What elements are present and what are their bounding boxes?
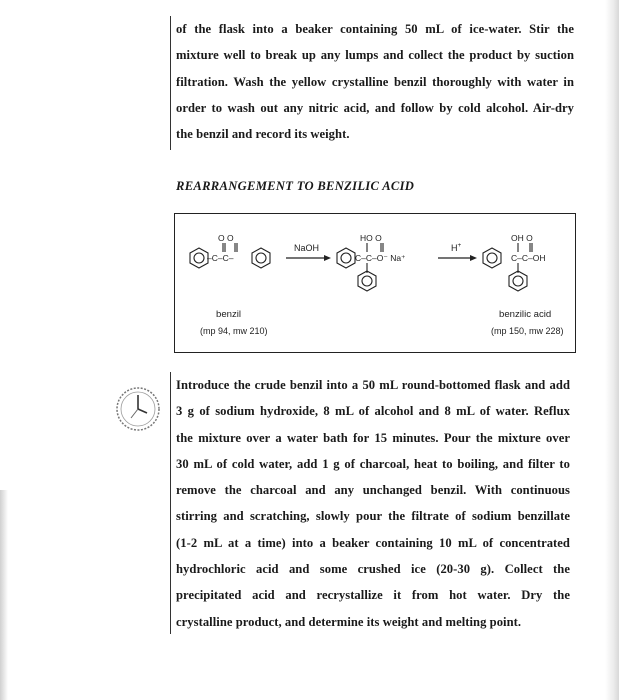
reactant-name: benzil: [216, 309, 242, 320]
reagent-acid: H+: [451, 242, 462, 253]
text-line: of the flask into a beaker containing 50 mL of ice-water. Stir the: [176, 22, 574, 36]
reactant-oxygens: O O: [218, 233, 234, 243]
intermediate-chain: C–C–O⁻ Na⁺: [355, 253, 406, 263]
product-properties: (mp 150, mw 228): [491, 326, 564, 336]
product-chain: C–C–OH: [511, 253, 546, 263]
benzene-ring-left: [190, 248, 208, 268]
text-line: order to wash out any nitric acid, and follow by cold alcohol. Air-dry: [176, 100, 574, 115]
arrowhead: [470, 255, 477, 261]
text-line: stirring and scratching, slowly pour the filtrate of sodium benzillate: [176, 509, 570, 524]
clock-icon: [113, 382, 163, 436]
benzene-ring-bottom: [509, 271, 527, 291]
paragraph-procedure: [176, 372, 570, 635]
text-line: the mixture over a water bath for 15 minutes. Pour the mixture over: [176, 430, 570, 445]
text-line: 30 mL of cold water, add 1 g of charcoal, heat to boiling, and filter to: [176, 456, 570, 471]
paragraph-benzil-workup: [176, 16, 574, 147]
product-structure: [483, 243, 532, 291]
text-line: crystalline product, and determine its weight and melting point.: [176, 614, 522, 629]
aromatic-circle: [362, 276, 372, 286]
intermediate-structure: [337, 243, 383, 291]
aromatic-circle: [513, 276, 523, 286]
reagent-naoh: NaOH: [294, 243, 320, 253]
intermediate-top: HO O: [360, 233, 382, 243]
aromatic-circle: [487, 253, 497, 263]
margin-line-top: [170, 16, 171, 150]
arrowhead: [324, 255, 331, 261]
margin-line-bottom: [170, 372, 171, 634]
text-line: Introduce the crude benzil into a 50 mL round-bottomed flask and add: [176, 378, 570, 392]
text-line: the benzil and record its weight.: [176, 127, 350, 142]
benzene-ring-left: [337, 248, 355, 268]
section-heading: REARRANGEMENT TO BENZILIC ACID: [176, 179, 415, 193]
text-line: (1-2 mL at a time) into a beaker containing 10 mL of concentrated: [176, 535, 570, 550]
text-line: precipitated acid and recrystallize it from hot water. Dry the: [176, 588, 570, 603]
page-shadow-left: [0, 490, 8, 700]
aromatic-circle: [341, 253, 351, 263]
benzene-ring-right: [252, 248, 270, 268]
text-line: filtration. Wash the yellow crystalline benzil thoroughly with water in: [176, 74, 574, 89]
product-top: OH O: [511, 233, 533, 243]
aromatic-circle: [194, 253, 204, 263]
reaction-scheme: [174, 213, 576, 353]
text-line: mixture well to break up any lumps and collect the product by suction: [176, 48, 574, 63]
reactant-chain: –C–C–: [207, 253, 234, 263]
text-line: remove the charcoal and any unchanged benzil. With continuous: [176, 483, 570, 498]
text-line: 3 g of sodium hydroxide, 8 mL of alcohol and 8 mL of water. Reflux: [176, 404, 570, 419]
benzene-ring-left: [483, 248, 501, 268]
text-line: hydrochloric acid and some crushed ice (20-30 g). Collect the: [176, 562, 570, 577]
aromatic-circle: [256, 253, 266, 263]
reactant-properties: (mp 94, mw 210): [200, 326, 268, 336]
benzene-ring-bottom: [358, 271, 376, 291]
product-name: benzilic acid: [499, 309, 552, 320]
page-shadow-right: [605, 0, 619, 700]
